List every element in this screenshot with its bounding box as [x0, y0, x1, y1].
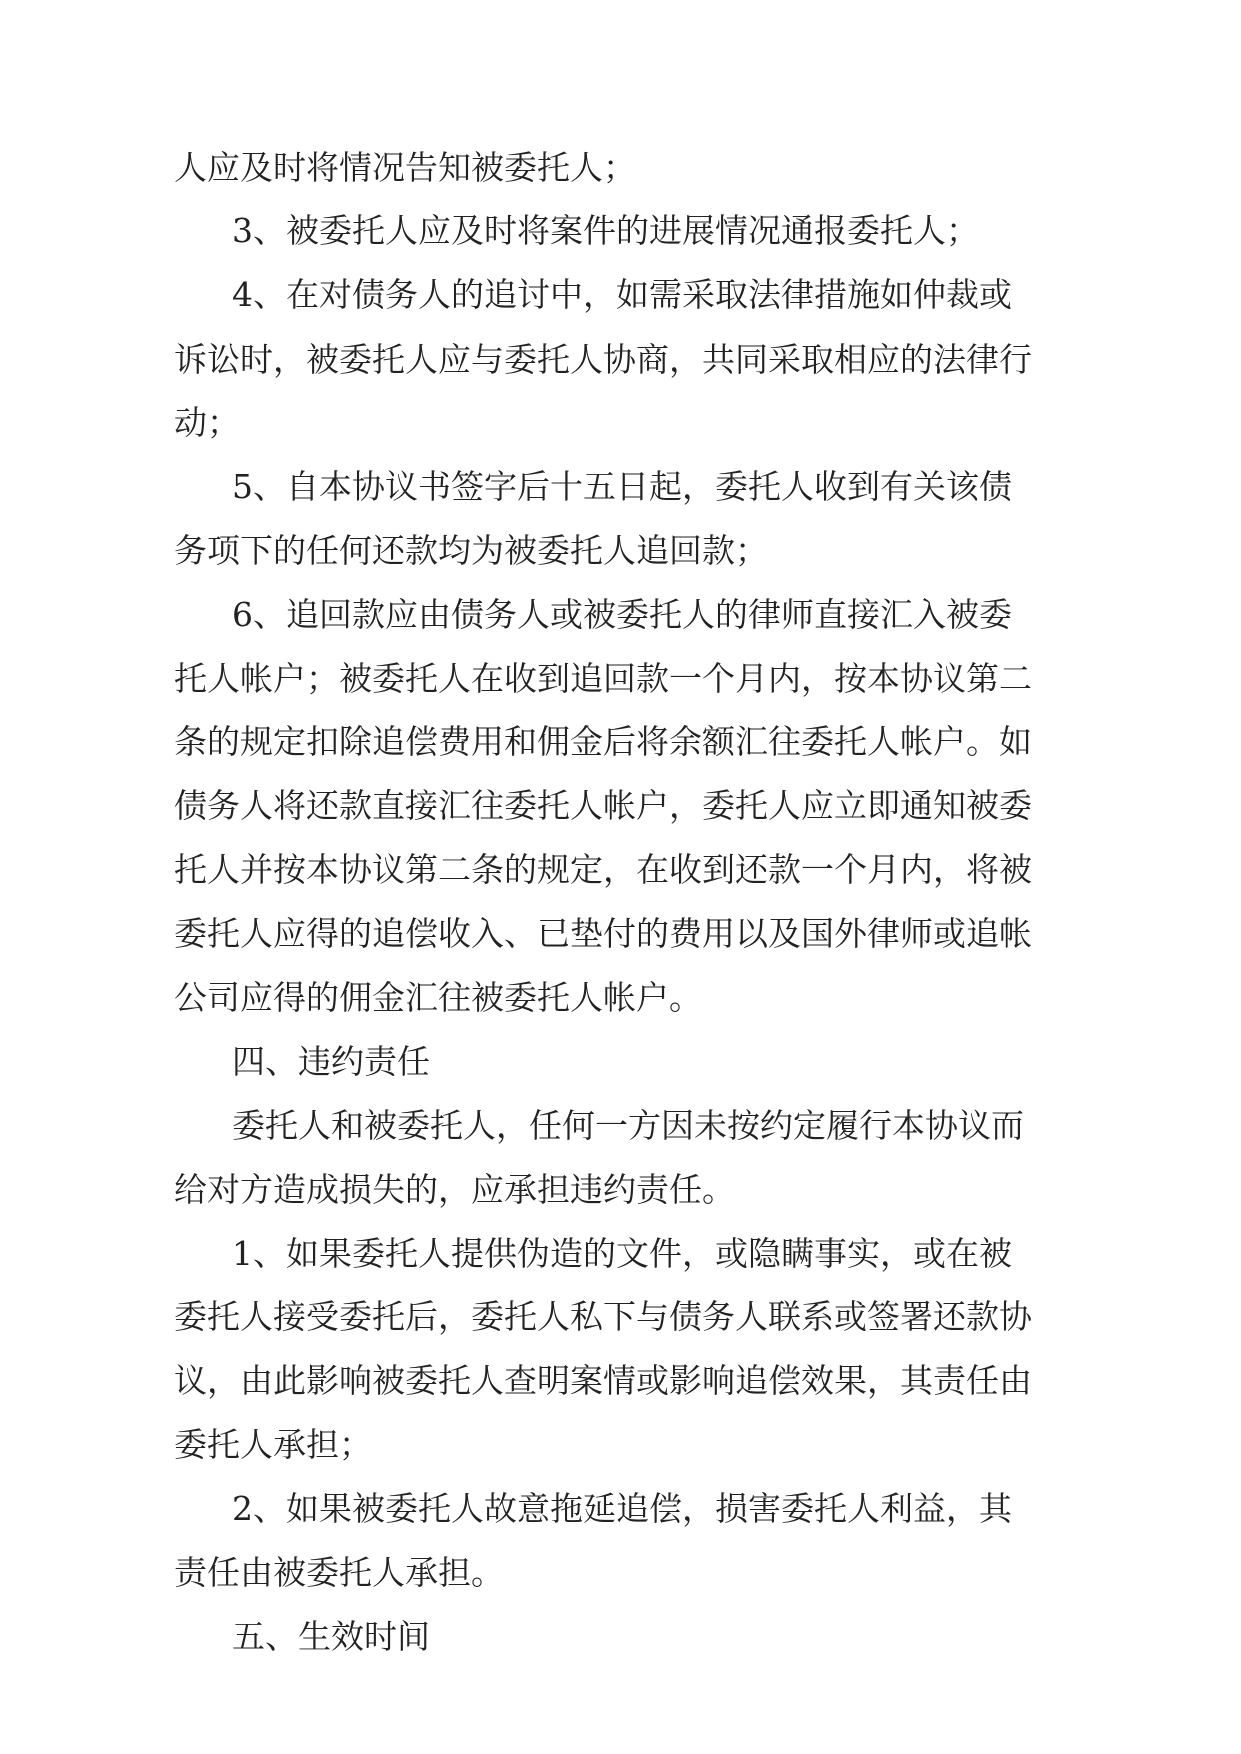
section-heading: 五、生效时间	[232, 1617, 430, 1656]
text-line: 委托人承担；	[174, 1425, 372, 1464]
text-line: 务项下的任何还款均为被委托人追回款；	[174, 531, 768, 570]
text-line: 4、在对债务人的追讨中，如需采取法律措施如仲裁或	[232, 275, 1012, 314]
text-line: 条的规定扣除追偿费用和佣金后将余额汇往委托人帐户。如	[174, 722, 1032, 761]
text-line: 3、被委托人应及时将案件的进展情况通报委托人；	[232, 211, 979, 250]
text-line: 给对方造成损失的，应承担违约责任。	[174, 1170, 735, 1209]
text-line: 责任由被委托人承担。	[174, 1553, 504, 1592]
text-line: 6、追回款应由债务人或被委托人的律师直接汇入被委	[232, 595, 1012, 634]
text-line: 1、如果委托人提供伪造的文件，或隐瞒事实，或在被	[232, 1234, 1012, 1273]
text-line: 动；	[174, 403, 240, 442]
text-line: 委托人接受委托后，委托人私下与债务人联系或签署还款协	[174, 1297, 1032, 1336]
text-line: 议，由此影响被委托人查明案情或影响追偿效果，其责任由	[174, 1361, 1032, 1400]
text-line: 2、如果被委托人故意拖延追偿，损害委托人利益，其	[232, 1489, 1012, 1528]
text-line: 托人并按本协议第二条的规定，在收到还款一个月内，将被	[174, 850, 1032, 889]
text-line: 诉讼时，被委托人应与委托人协商，共同采取相应的法律行	[174, 340, 1032, 379]
section-heading: 四、违约责任	[232, 1042, 430, 1081]
text-line: 委托人和被委托人，任何一方因未按约定履行本协议而	[232, 1106, 1024, 1145]
text-line: 公司应得的佣金汇往被委托人帐户。	[174, 978, 702, 1017]
text-line: 5、自本协议书签字后十五日起，委托人收到有关该债	[232, 467, 1012, 506]
text-line: 委托人应得的追偿收入、已垫付的费用以及国外律师或追帐	[174, 914, 1032, 953]
text-line: 债务人将还款直接汇往委托人帐户，委托人应立即通知被委	[174, 786, 1032, 825]
text-line: 人应及时将情况告知被委托人；	[174, 148, 636, 187]
text-line: 托人帐户；被委托人在收到追回款一个月内，按本协议第二	[174, 659, 1032, 698]
